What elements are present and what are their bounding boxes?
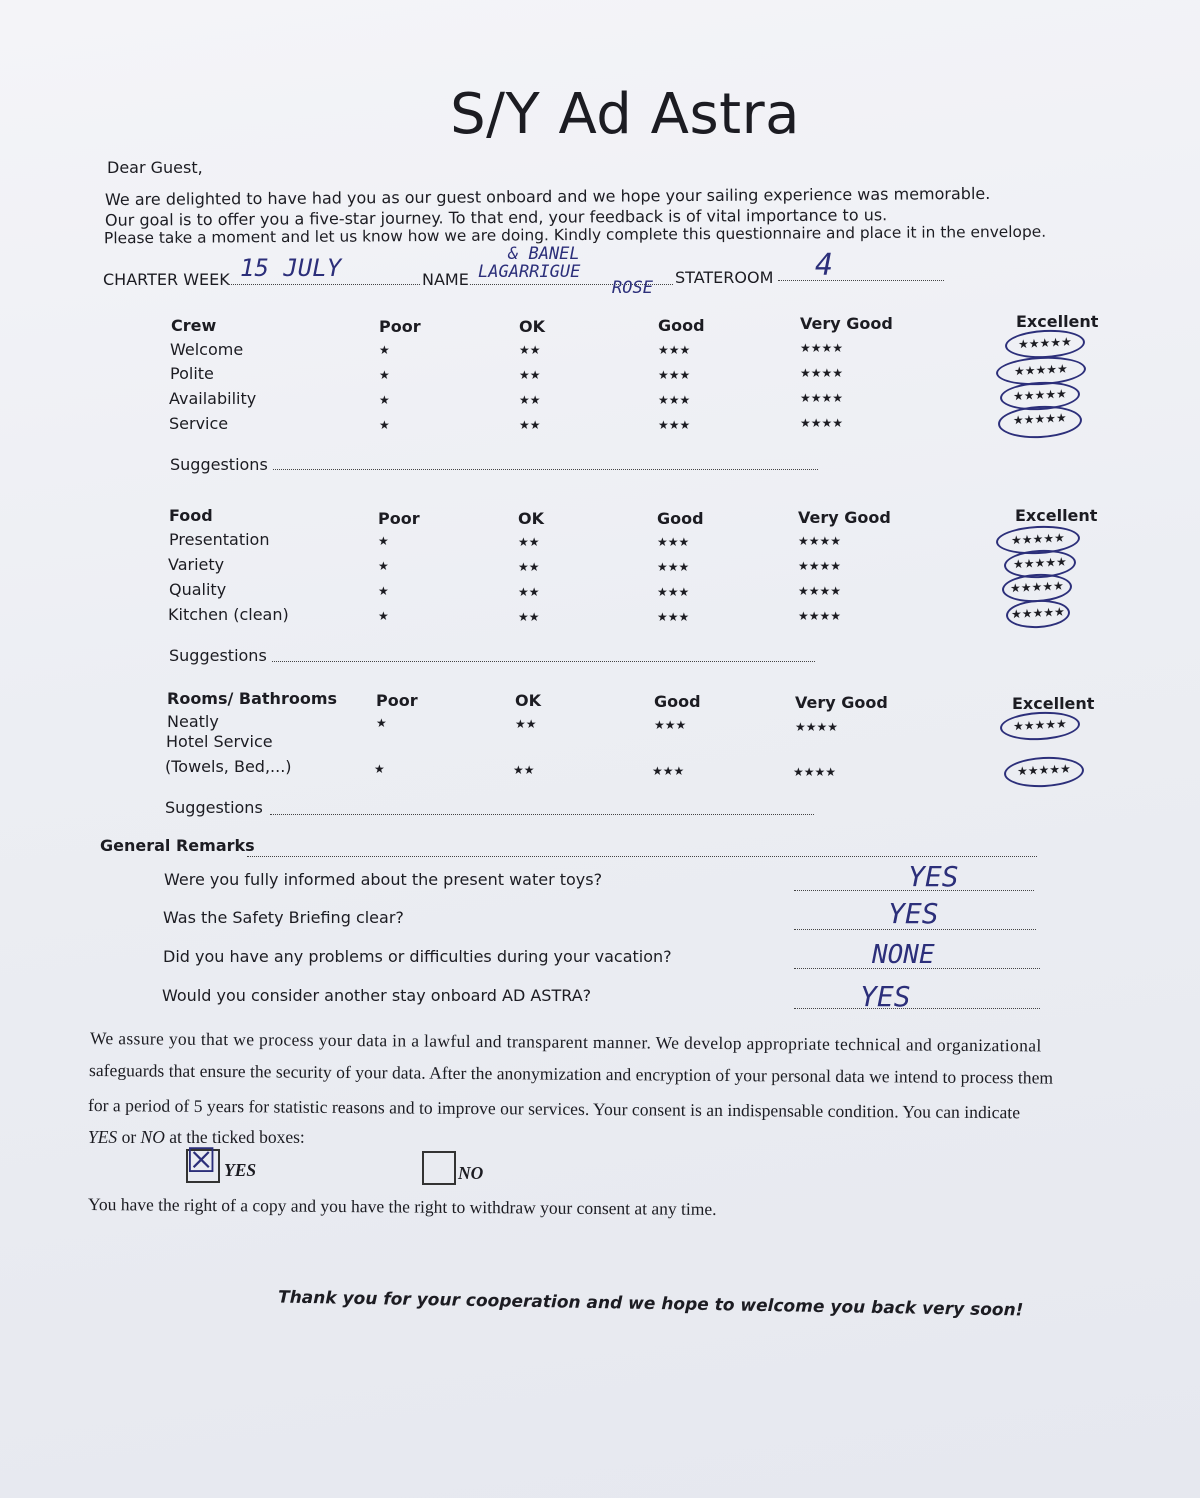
intro-line-2: Our goal is to offer you a five-star journey. To that end, your feedback is of vital importance to us. — [104, 205, 888, 230]
star-1[interactable]: ★ — [378, 559, 389, 573]
crew-suggestions-line[interactable] — [273, 469, 818, 470]
crew-item-service: Service — [169, 414, 229, 433]
star-4[interactable]: ★★★★ — [800, 416, 844, 430]
greeting: Dear Guest, — [107, 158, 203, 177]
star-5: ★★★★★ — [1012, 716, 1068, 734]
star-1[interactable]: ★ — [378, 534, 389, 548]
stateroom-label: STATEROOM — [675, 268, 774, 287]
food-scale-ok: OK — [518, 509, 544, 528]
privacy-or-word: or — [117, 1127, 141, 1147]
star-2[interactable]: ★★ — [518, 560, 540, 574]
rooms-item-neatly: Neatly — [167, 712, 219, 731]
name-label: NAME — [422, 270, 469, 289]
star-4[interactable]: ★★★★ — [798, 584, 842, 598]
star-2[interactable]: ★★ — [515, 717, 537, 731]
star-2[interactable]: ★★ — [513, 763, 535, 777]
star-4[interactable]: ★★★★ — [800, 341, 844, 355]
food-item-presentation: Presentation — [169, 530, 270, 549]
rooms-suggestions-label: Suggestions — [165, 798, 263, 817]
star-1[interactable]: ★ — [379, 368, 390, 382]
food-suggestions-line[interactable] — [272, 661, 815, 662]
star-3[interactable]: ★★★ — [658, 393, 691, 407]
answer-water-toys[interactable]: YES — [908, 860, 959, 893]
star-1[interactable]: ★ — [376, 716, 387, 730]
question-water-toys: Were you fully informed about the present water toys? — [164, 870, 603, 889]
star-3[interactable]: ★★★ — [657, 535, 690, 549]
star-3[interactable]: ★★★ — [657, 585, 690, 599]
name-value-line1[interactable]: & BANEL — [508, 244, 580, 264]
star-3[interactable]: ★★★ — [658, 418, 691, 432]
star-4[interactable]: ★★★★ — [798, 609, 842, 623]
consent-no-checkbox[interactable] — [422, 1151, 456, 1185]
question-safety-briefing: Was the Safety Briefing clear? — [163, 908, 404, 927]
answer-problems[interactable]: NONE — [872, 940, 935, 970]
consent-yes-checkbox[interactable] — [186, 1141, 220, 1183]
star-4[interactable]: ★★★★ — [800, 366, 844, 380]
food-item-kitchen: Kitchen (clean) — [168, 605, 289, 624]
star-1[interactable]: ★ — [374, 762, 385, 776]
answer-line[interactable] — [794, 1008, 1040, 1009]
document-title: S/Y Ad Astra — [450, 82, 800, 147]
star-5: ★★★★★ — [1013, 361, 1069, 379]
star-4[interactable]: ★★★★ — [793, 765, 837, 779]
star-5: ★★★★★ — [1010, 530, 1066, 548]
star-3[interactable]: ★★★ — [658, 368, 691, 382]
crew-scale-poor: Poor — [379, 317, 421, 336]
star-2[interactable]: ★★ — [519, 343, 541, 357]
star-1[interactable]: ★ — [378, 584, 389, 598]
rating-circle[interactable] — [1003, 755, 1084, 789]
rooms-suggestions-line[interactable] — [270, 814, 814, 815]
thank-you-message: Thank you for your cooperation and we hope to welcome you back very soon! — [277, 1287, 1024, 1321]
rooms-scale-good: Good — [654, 692, 701, 711]
consent-yes-label: YES — [224, 1160, 257, 1180]
rating-circle[interactable] — [1005, 598, 1070, 629]
privacy-yes-word: YES — [88, 1127, 118, 1147]
rating-circle[interactable] — [999, 710, 1080, 742]
star-5: ★★★★★ — [1017, 334, 1073, 352]
crew-suggestions-label: Suggestions — [170, 455, 268, 474]
name-value-line3[interactable]: ROSE — [612, 278, 653, 298]
star-3[interactable]: ★★★ — [657, 610, 690, 624]
crew-heading: Crew — [171, 316, 217, 335]
general-remarks-label: General Remarks — [100, 836, 255, 855]
charter-week-label: CHARTER WEEK — [103, 270, 230, 289]
food-item-variety: Variety — [168, 555, 225, 574]
crew-scale-verygood: Very Good — [800, 314, 893, 333]
star-1[interactable]: ★ — [379, 393, 390, 407]
star-2[interactable]: ★★ — [519, 418, 541, 432]
crew-item-welcome: Welcome — [170, 340, 244, 359]
star-5: ★★★★★ — [1012, 410, 1068, 428]
star-1[interactable]: ★ — [379, 343, 390, 357]
star-5: ★★★★★ — [1012, 554, 1068, 572]
privacy-line-2: safeguards that ensure the security of your data. After the anonymization and encryption of your personal data we intend to process them — [88, 1060, 1054, 1088]
star-5: ★★★★★ — [1010, 604, 1066, 622]
star-2[interactable]: ★★ — [519, 368, 541, 382]
answer-safety-briefing[interactable]: YES — [888, 897, 939, 930]
question-another-stay: Would you consider another stay onboard AD ASTRA? — [162, 986, 592, 1005]
star-1[interactable]: ★ — [379, 418, 390, 432]
star-3[interactable]: ★★★ — [654, 718, 687, 732]
star-4[interactable]: ★★★★ — [800, 391, 844, 405]
rating-circle[interactable] — [997, 404, 1083, 440]
rooms-heading: Rooms/ Bathrooms — [167, 689, 338, 708]
stateroom-line — [778, 280, 944, 281]
rights-statement: You have the right of a copy and you have the right to withdraw your consent at any time. — [87, 1194, 717, 1219]
charter-week-line — [228, 284, 420, 285]
privacy-line-3: for a period of 5 years for statistic reasons and to improve our services. Your consent is an indispensable condition. You can indicate — [87, 1095, 1021, 1123]
food-scale-excellent: Excellent — [1015, 506, 1098, 525]
star-2[interactable]: ★★ — [518, 585, 540, 599]
star-2[interactable]: ★★ — [519, 393, 541, 407]
answer-another-stay[interactable]: YES — [860, 980, 911, 1013]
star-2[interactable]: ★★ — [518, 535, 540, 549]
star-1[interactable]: ★ — [378, 609, 389, 623]
food-suggestions-label: Suggestions — [169, 646, 267, 665]
rooms-scale-poor: Poor — [376, 691, 418, 710]
crew-item-polite: Polite — [170, 364, 214, 383]
crew-scale-excellent: Excellent — [1016, 312, 1099, 331]
intro-line-1: We are delighted to have had you as our guest onboard and we hope your sailing experience was memorable. — [104, 183, 991, 210]
consent-no-label: NO — [458, 1163, 484, 1183]
crew-item-availability: Availability — [169, 389, 257, 408]
check-x-icon: ☒ — [186, 1141, 217, 1181]
star-3[interactable]: ★★★ — [652, 764, 685, 778]
rooms-scale-verygood: Very Good — [795, 693, 888, 712]
star-4[interactable]: ★★★★ — [798, 559, 842, 573]
crew-scale-ok: OK — [519, 317, 545, 336]
food-item-quality: Quality — [169, 580, 227, 599]
food-scale-good: Good — [657, 509, 704, 528]
star-5: ★★★★★ — [1016, 761, 1072, 779]
question-problems: Did you have any problems or difficulties during your vacation? — [163, 947, 672, 966]
star-3[interactable]: ★★★ — [658, 343, 691, 357]
rooms-scale-excellent: Excellent — [1012, 694, 1095, 713]
star-5: ★★★★★ — [1012, 386, 1068, 404]
rooms-scale-ok: OK — [515, 691, 541, 710]
crew-scale-good: Good — [658, 316, 705, 335]
food-scale-poor: Poor — [378, 509, 420, 528]
rating-circle[interactable] — [1004, 328, 1085, 360]
star-4[interactable]: ★★★★ — [798, 534, 842, 548]
star-5: ★★★★★ — [1009, 578, 1065, 596]
intro-line-3: Please take a moment and let us know how we are doing. Kindly complete this questionnaire and place it in the envelope. — [103, 222, 1047, 248]
general-remarks-line[interactable] — [247, 856, 1037, 857]
star-4[interactable]: ★★★★ — [795, 720, 839, 734]
privacy-line-1: We assure you that we process your data in a lawful and transparent manner. We develop appropriate technical and organizational — [89, 1028, 1042, 1056]
privacy-ticked-text: at the ticked boxes: — [164, 1127, 305, 1147]
food-heading: Food — [169, 506, 213, 525]
star-2[interactable]: ★★ — [518, 610, 540, 624]
star-3[interactable]: ★★★ — [657, 560, 690, 574]
stateroom-value[interactable]: 4 — [815, 248, 834, 283]
rooms-item-hotel-service: Hotel Service — [166, 732, 273, 751]
charter-week-value[interactable]: 15 JULY — [240, 254, 342, 282]
food-scale-verygood: Very Good — [798, 508, 891, 527]
name-value-line2[interactable]: LAGARRIGUE — [478, 262, 581, 282]
rooms-item-towels-bed: (Towels, Bed,...) — [165, 757, 292, 776]
privacy-no-word: NO — [140, 1127, 165, 1147]
